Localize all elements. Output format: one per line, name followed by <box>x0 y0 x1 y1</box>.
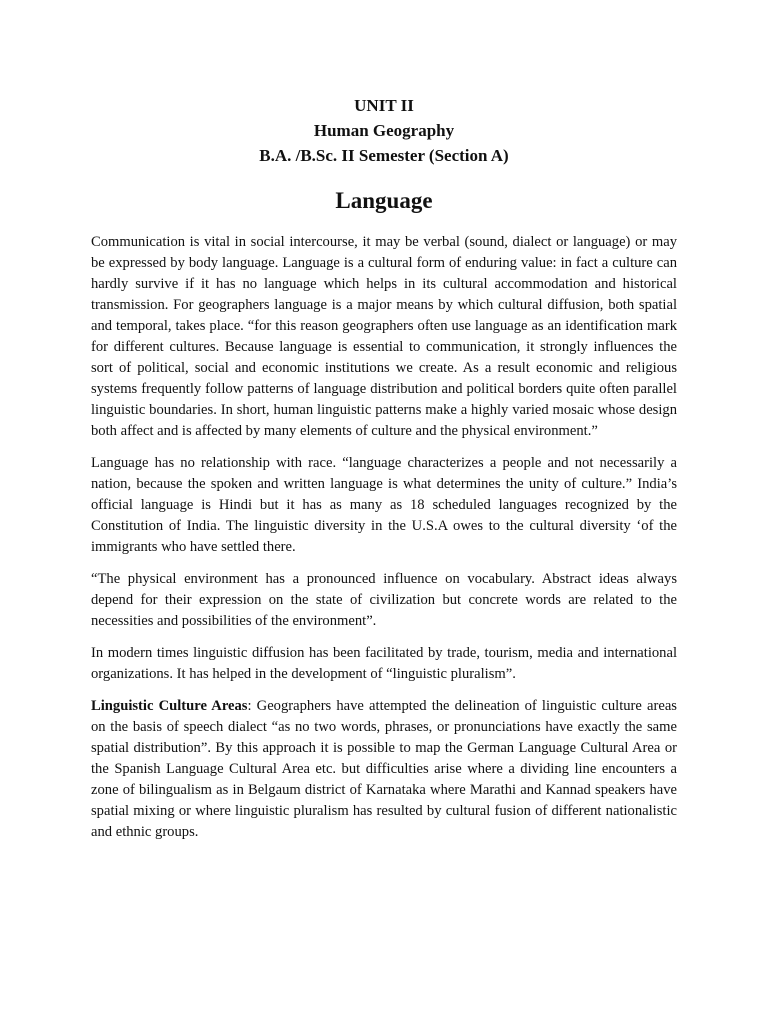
subject-heading: Human Geography <box>313 121 455 140</box>
culture-areas-text: : Geographers have attempted the delineation of linguistic culture areas on the basis of speech dialect “as no two words, phrases, or pronunciations have exactly the same spatial distribution”. By this approach it is possible to map the German Language Cultural Area or the Spanish Language Cultural Area etc. but difficulties arise where a dividing line encounters a zone of bilingualism as in Belgaum district of Karnataka where Marathi and Kannad speakers have spatial mixing or where linguistic pluralism has resulted by cultural fusion of different nationalistic and ethnic groups. <box>91 698 677 840</box>
paragraph-race: Language has no relationship with race. “language characterizes a people and not necessarily a nation, because the spoken and written language is what determines the unity of culture.” India’s official language is Hindi but it has as many as 18 scheduled languages recognized by the Constitution of India. The linguistic diversity in the U.S.A owes to the cultural diversity ‘of the immigrants who have settled there. <box>91 455 677 555</box>
culture-areas-lead: Linguistic Culture Areas <box>91 698 248 714</box>
document-body <box>91 232 677 854</box>
document-header <box>0 93 768 168</box>
paragraph-culture-areas <box>91 696 677 843</box>
page-title: Language <box>335 188 433 213</box>
unit-heading: UNIT II <box>354 96 414 115</box>
paragraph-communication: Communication is vital in social intercourse, it may be verbal (sound, dialect or language) or may be expressed by body language. Language is a cultural form of enduring value: in fact a culture can hardly survive if it has no language which helps in its cultural accommodation and historical transmission. For geographers language is a major means by which cultural diffusion, both spatial and temporal, takes place. “for this reason geographers often use language as an identification mark for different cultures. Because language is essential to communication, it strongly influences the sort of political, social and economic institutions we create. As a result economic and religious systems frequently follow patterns of language distribution and political borders quite often parallel linguistic boundaries. In short, human linguistic patterns make a highly varied mosaic whose design both affect and is affected by many elements of culture and the physical environment.” <box>91 234 677 439</box>
paragraph-diffusion: In modern times linguistic diffusion has been facilitated by trade, tourism, media and international organizations. It has helped in the development of “linguistic pluralism”. <box>91 645 677 682</box>
paragraph-environment: “The physical environment has a pronounced influence on vocabulary. Abstract ideas always depend for their expression on the state of civilization but concrete words are related to the necessities and possibilities of the environment”. <box>91 571 677 629</box>
course-heading: B.A. /B.Sc. II Semester (Section A) <box>259 146 509 165</box>
